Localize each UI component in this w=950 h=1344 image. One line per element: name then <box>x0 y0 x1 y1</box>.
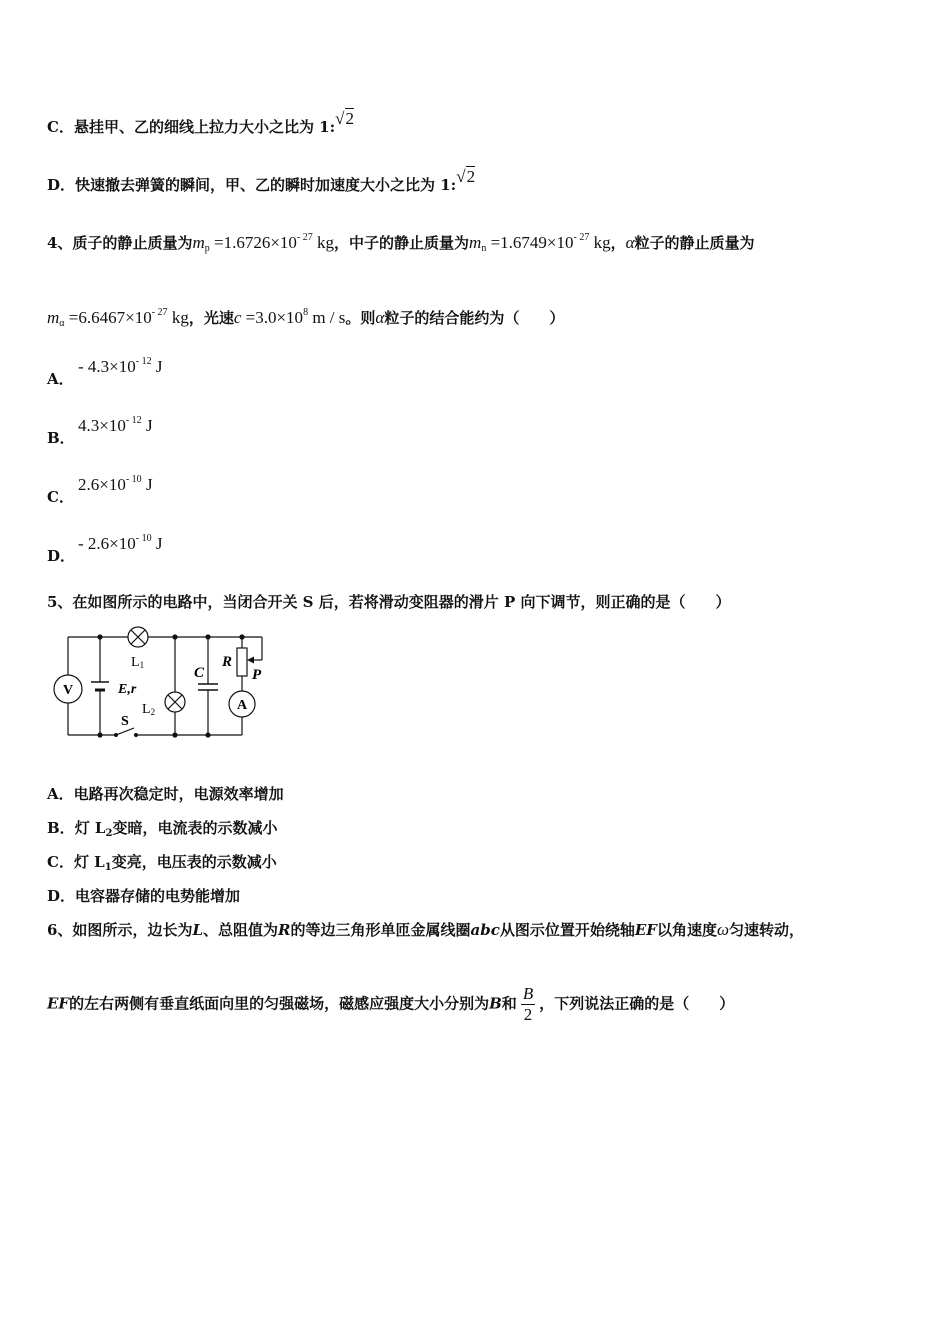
proton-mass <box>192 233 334 252</box>
var-EF: EF <box>47 994 70 1013</box>
exponent: - 10 <box>135 533 152 544</box>
option-value <box>78 474 153 495</box>
base: 2.6×10 <box>78 475 126 494</box>
neutron-mass <box>469 233 611 252</box>
unit: J <box>151 534 163 553</box>
option-label: C． <box>47 488 74 506</box>
lamp1-label <box>131 655 144 670</box>
option-label: B． <box>47 819 75 837</box>
base: - 2.6×10 <box>78 534 136 553</box>
switch-label: S <box>121 714 129 729</box>
exponent: - 27 <box>296 232 313 243</box>
q6-text: 和 <box>501 994 517 1013</box>
alpha: α <box>625 233 635 252</box>
q4-stem-line2 <box>47 307 564 329</box>
numerator: B <box>522 984 534 1003</box>
alpha-symbol <box>626 233 635 252</box>
switch-blade <box>116 728 134 735</box>
subscript: 1 <box>104 862 112 873</box>
q6-text: 的等边三角形单匝金属线圈 <box>290 921 471 939</box>
alpha-symbol <box>375 308 384 327</box>
lamp2-sub: 2 <box>150 707 156 717</box>
value: =6.6467×10 <box>64 308 152 327</box>
denominator: 2 <box>523 1005 533 1024</box>
ammeter-label: A <box>236 698 248 713</box>
subscript: α <box>59 318 65 329</box>
var-omega: ω <box>716 920 729 939</box>
option-label: B． <box>47 429 75 447</box>
option-label: D． <box>47 547 76 565</box>
radicand: 2 <box>345 109 354 128</box>
alpha: α <box>375 308 385 327</box>
option-value <box>78 415 153 436</box>
option-label: C． <box>47 118 74 136</box>
option-text: 电路再次稳定时，电源效率增加 <box>73 785 284 803</box>
unit: J <box>141 475 153 494</box>
source-label: E,r <box>118 682 137 697</box>
q4-text: 。则 <box>345 309 376 327</box>
q4-text: ， <box>610 234 626 252</box>
lamp1-sub: 1 <box>139 660 145 670</box>
lamp2-icon <box>165 692 185 712</box>
unit: kg <box>589 233 611 252</box>
q4-text: ，中子的静止质量为 <box>334 234 470 252</box>
q5-stem: 5、在如图所示的电路中，当闭合开关 S 后，若将滑动变阻器的滑片 P 向下调节，则正确的是（ ） <box>47 593 731 611</box>
circuit-diagram <box>48 624 274 744</box>
sqrt-expression: √2 <box>335 109 354 128</box>
lamp1-letter: L <box>131 655 140 670</box>
q5-option-b <box>47 817 277 839</box>
exponent: - 27 <box>573 232 590 243</box>
option-value <box>78 533 162 554</box>
symbol: m <box>47 308 60 327</box>
lamp1-icon <box>128 627 148 647</box>
unit: J <box>151 357 163 376</box>
q6-stem-line1 <box>47 919 804 940</box>
resistor-label: R <box>222 654 233 670</box>
fraction-b-over-2 <box>521 984 535 1025</box>
var-B: B <box>489 994 502 1013</box>
option-text: 悬挂甲、乙的细线上拉力大小之比为 1: <box>73 118 336 136</box>
q6-text: ，下列说法正确的是（ ） <box>539 994 735 1013</box>
symbol: m <box>469 233 482 252</box>
slider-label: P <box>252 667 262 683</box>
sqrt-expression: √2 <box>456 167 476 186</box>
symbol: m <box>192 233 205 252</box>
option-text: 灯 L <box>74 819 106 837</box>
q4-text: 粒子的结合能约为（ ） <box>384 309 565 327</box>
q5-option-d <box>47 885 240 906</box>
q4-stem-line1 <box>47 232 755 254</box>
slider-arrow-head <box>247 657 254 664</box>
option-label: D． <box>47 887 76 905</box>
base: 4.3×10 <box>78 416 126 435</box>
value: =1.6749×10 <box>486 233 574 252</box>
q4-text: 4、质子的静止质量为 <box>47 234 193 252</box>
option-label: C． <box>47 853 74 871</box>
unit: kg <box>312 233 335 252</box>
var-R: R <box>278 921 291 939</box>
option-label: A． <box>47 785 74 803</box>
q3-option-d <box>47 167 476 195</box>
q6-text: 以角速度 <box>656 921 717 939</box>
value: =3.0×10 <box>241 308 304 327</box>
capacitor-label: C <box>194 665 205 681</box>
radicand: 2 <box>466 167 476 186</box>
option-label: A． <box>47 370 74 388</box>
lamp2-letter: L <box>142 702 151 717</box>
unit: kg <box>167 308 189 327</box>
option-text: 变亮，电压表的示数减小 <box>111 853 277 871</box>
option-text: 电容器存储的电势能增加 <box>75 887 241 905</box>
option-text: 灯 L <box>73 853 105 871</box>
exponent: - 12 <box>125 415 142 426</box>
light-speed <box>234 308 346 327</box>
exponent: - 10 <box>125 474 142 485</box>
lamp2-label <box>142 702 155 717</box>
q6-text: 、总阻值为 <box>203 921 279 939</box>
q6-text: 匀速转动， <box>728 921 804 939</box>
option-text: 变暗，电流表的示数减小 <box>112 819 278 837</box>
q3-option-c <box>47 109 354 137</box>
subscript: 2 <box>105 828 113 839</box>
option-text: 快速撤去弹簧的瞬间，甲、乙的瞬时加速度大小之比为 1: <box>75 176 457 194</box>
option-label: D． <box>47 176 76 194</box>
q5-option-a <box>47 783 284 804</box>
value: =1.6726×10 <box>209 233 297 252</box>
unit: m / s <box>308 308 346 327</box>
var-abc: abc <box>470 921 500 939</box>
subscript: n <box>481 243 487 254</box>
q6-text: 6、如图所示，边长为 <box>47 921 193 939</box>
var-L: L <box>192 921 203 939</box>
exponent: 8 <box>303 307 309 318</box>
var-EF: EF <box>634 921 657 939</box>
exponent: - 27 <box>151 307 168 318</box>
subscript: p <box>204 243 210 254</box>
option-value <box>78 356 162 377</box>
base: - 4.3×10 <box>78 357 136 376</box>
symbol: c <box>233 308 242 327</box>
unit: J <box>141 416 153 435</box>
q6-text: 从图示位置开始绕轴 <box>499 921 635 939</box>
q4-text: ，光速 <box>188 309 234 327</box>
q5-option-c <box>47 851 277 873</box>
q6-stem-line2 <box>47 984 734 1025</box>
exponent: - 12 <box>135 356 152 367</box>
resistor-icon <box>237 648 247 676</box>
alpha-mass <box>47 308 189 327</box>
q6-text: 的左右两侧有垂直纸面向里的匀强磁场，磁感应强度大小分别为 <box>69 994 490 1013</box>
q4-text: 粒子的静止质量为 <box>634 234 755 252</box>
voltmeter-label: V <box>62 683 74 698</box>
